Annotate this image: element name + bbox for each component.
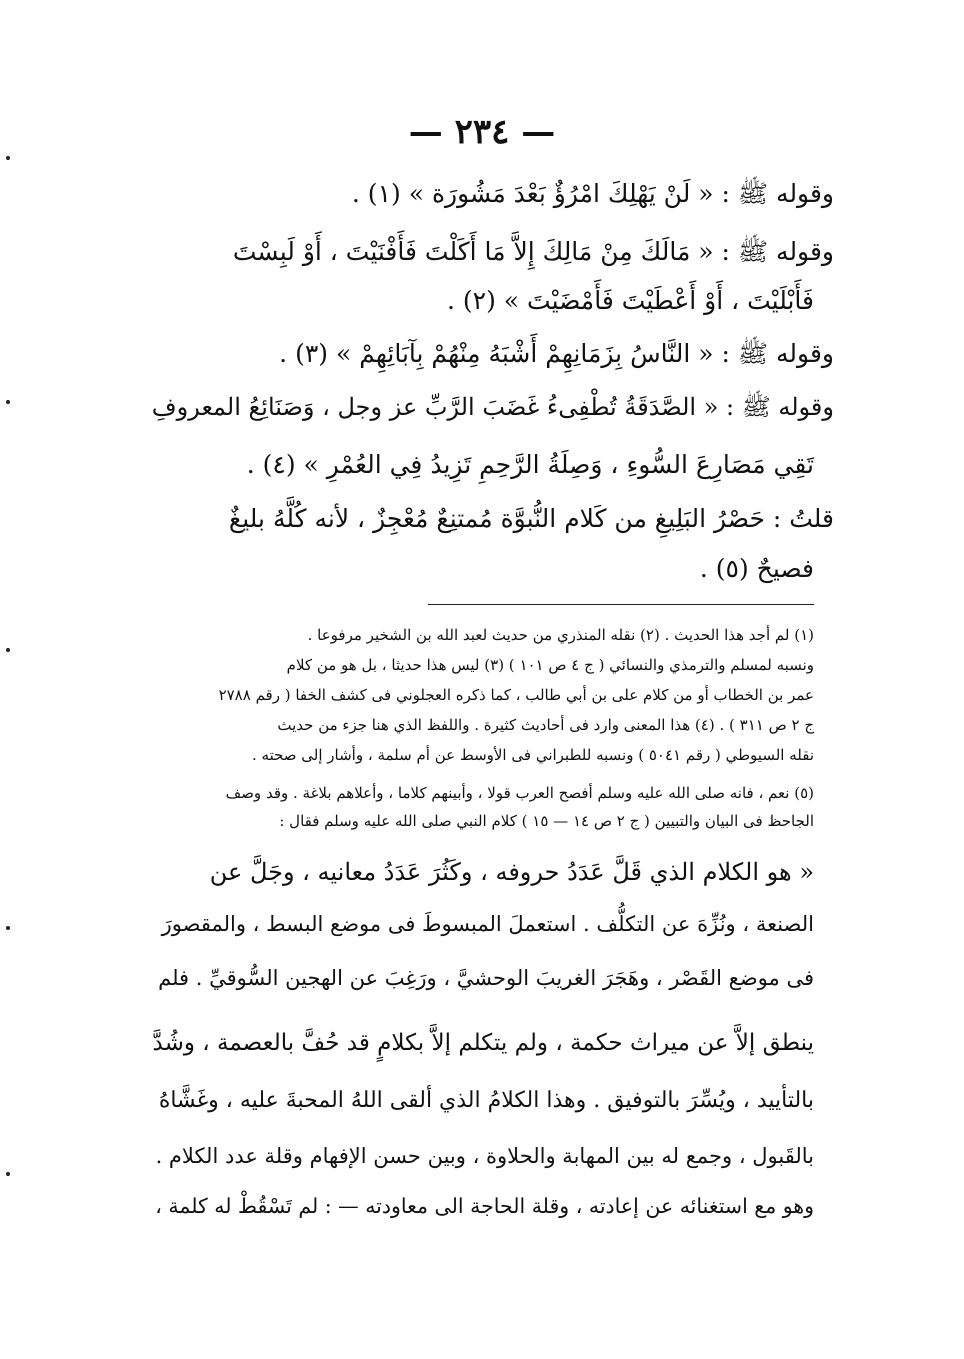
- footnote-line-2: ونسبه لمسلم والترمذي والنسائي ( ج ٤ ص ١٠١ ) (٣) ليس هذا حديثا ، بل هو من كلام: [286, 656, 814, 674]
- hadith-line-1: وقوله ﷺ : « لَنْ يَهْلِكَ امْرُؤٌ بَعْدَ مَشُورَة » (١) .: [351, 179, 834, 208]
- hadith-line-3: وقوله ﷺ : « النَّاسُ بِزَمَانِهِمْ أَشْبَهُ مِنْهُمْ بِآبَائِهِمْ » (٣) .: [279, 339, 834, 368]
- scan-margin-speck: [6, 648, 10, 652]
- footnote-line-4: ج ٢ ص ٣١١ ) . (٤) هذا المعنى وارد فى أحاديث كثيرة . واللفظ الذي هنا جزء من حديث: [277, 716, 814, 734]
- quotation-line-2: الصنعة ، ونُزِّهَ عن التكلُّف . استعملَ المبسوطَ فى موضع البسط ، والمقصورَ: [161, 912, 814, 936]
- hadith-line-4: وقوله ﷺ : « الصَّدَقَةُ تُطْفِىءُ غَضَبَ الرَّبِّ عز وجل ، وَصَنَائِعُ المعروفِ: [151, 393, 834, 421]
- quotation-line-4: ينطق إلاَّ عن ميراث حكمة ، ولم يتكلم إلاَّ بكلامٍ قد حُفَّ بالعصمة ، وشُدَّ: [152, 1030, 814, 1056]
- hadith-line-2: وقوله ﷺ : « مَالَكَ مِنْ مَالِكَ إِلاَّ مَا أَكَلْتَ فَأَفْنَيْتَ ، أَوْ لَبِسْتَ: [232, 237, 834, 266]
- quotation-line-7: وهو مع استغنائه عن إعادته ، وقلة الحاجة الى معاودته — : لم تَسْقُطْ له كلمة ،: [155, 1194, 814, 1218]
- hadith-line-2-continued: فَأَبْلَيْتَ ، أَوْ أَعْطَيْتَ فَأَمْضَيْتَ » (٢) .: [447, 286, 814, 315]
- footnote-line-3: عمر بن الخطاب أو من كلام على بن أبي طالب ، كما ذكره العجلوني فى كشف الخفا ( رقم ٢٧٨٨: [218, 686, 814, 704]
- quotation-line-5: بالتأييد ، ويُسِّرَ بالتوفيق . وهذا الكلامُ الذي ألقى اللهُ المحبةَ عليه ، وغَشَّاهُ: [158, 1088, 814, 1113]
- footnote-separator: [428, 604, 814, 605]
- footnote-line-7: الجاحظ فى البيان والتبيين ( ج ٢ ص ١٤ — ١٥ ) كلام النبي صلى الله عليه وسلم فقال :: [279, 812, 814, 830]
- footnote-line-1: (١) لم أجد هذا الحديث . (٢) نقله المنذري من حديث لعبد الله بن الشخير مرفوعا .: [307, 626, 814, 644]
- hadith-line-4-continued: تَقِي مَصَارِعَ السُّوءِ ، وَصِلَةُ الرَّحِمِ تَزِيدُ فِي العُمْرِ » (٤) .: [246, 450, 814, 479]
- quotation-line-3: فى موضع القَصْر ، وهَجَرَ الغريبَ الوحشيَّ ، ورَغِبَ عن الهجين السُّوقيِّ . فلم: [158, 966, 814, 990]
- scan-margin-speck: [6, 400, 10, 404]
- author-remark-continued: فصيحٌ (٥) .: [699, 554, 814, 583]
- scan-margin-speck: [6, 156, 10, 160]
- quotation-line-1: « هو الكلام الذي قَلَّ عَدَدُ حروفه ، وكَثُرَ عَدَدُ معانيه ، وجَلَّ عن: [209, 858, 814, 886]
- author-remark: قلتُ : حَصْرُ البَلِيغِ من كَلام النُّبوَّة مُمتنِعٌ مُعْجِزٌ ، لأنه كُلَّهُ بليغٌ: [228, 504, 834, 533]
- page-number: — ٢٣٤ —: [408, 112, 556, 152]
- scan-margin-speck: [6, 1172, 10, 1176]
- footnote-line-5: نقله السيوطي ( رقم ٥٠٤١ ) ونسبه للطبراني فى الأوسط عن أم سلمة ، وأشار إلى صحته .: [251, 746, 814, 764]
- footnote-line-6: (٥) نعم ، فانه صلى الله عليه وسلم أفصح العرب قولا ، وأبينهم كلاما ، وأعلاهم بلاغة . وقد وصف: [225, 784, 814, 802]
- scan-margin-speck: [6, 926, 10, 930]
- quotation-line-6: بالقَبول ، وجمع له بين المهابة والحلاوة ، وبين حسن الإفهام وقلة عدد الكلام .: [155, 1144, 814, 1168]
